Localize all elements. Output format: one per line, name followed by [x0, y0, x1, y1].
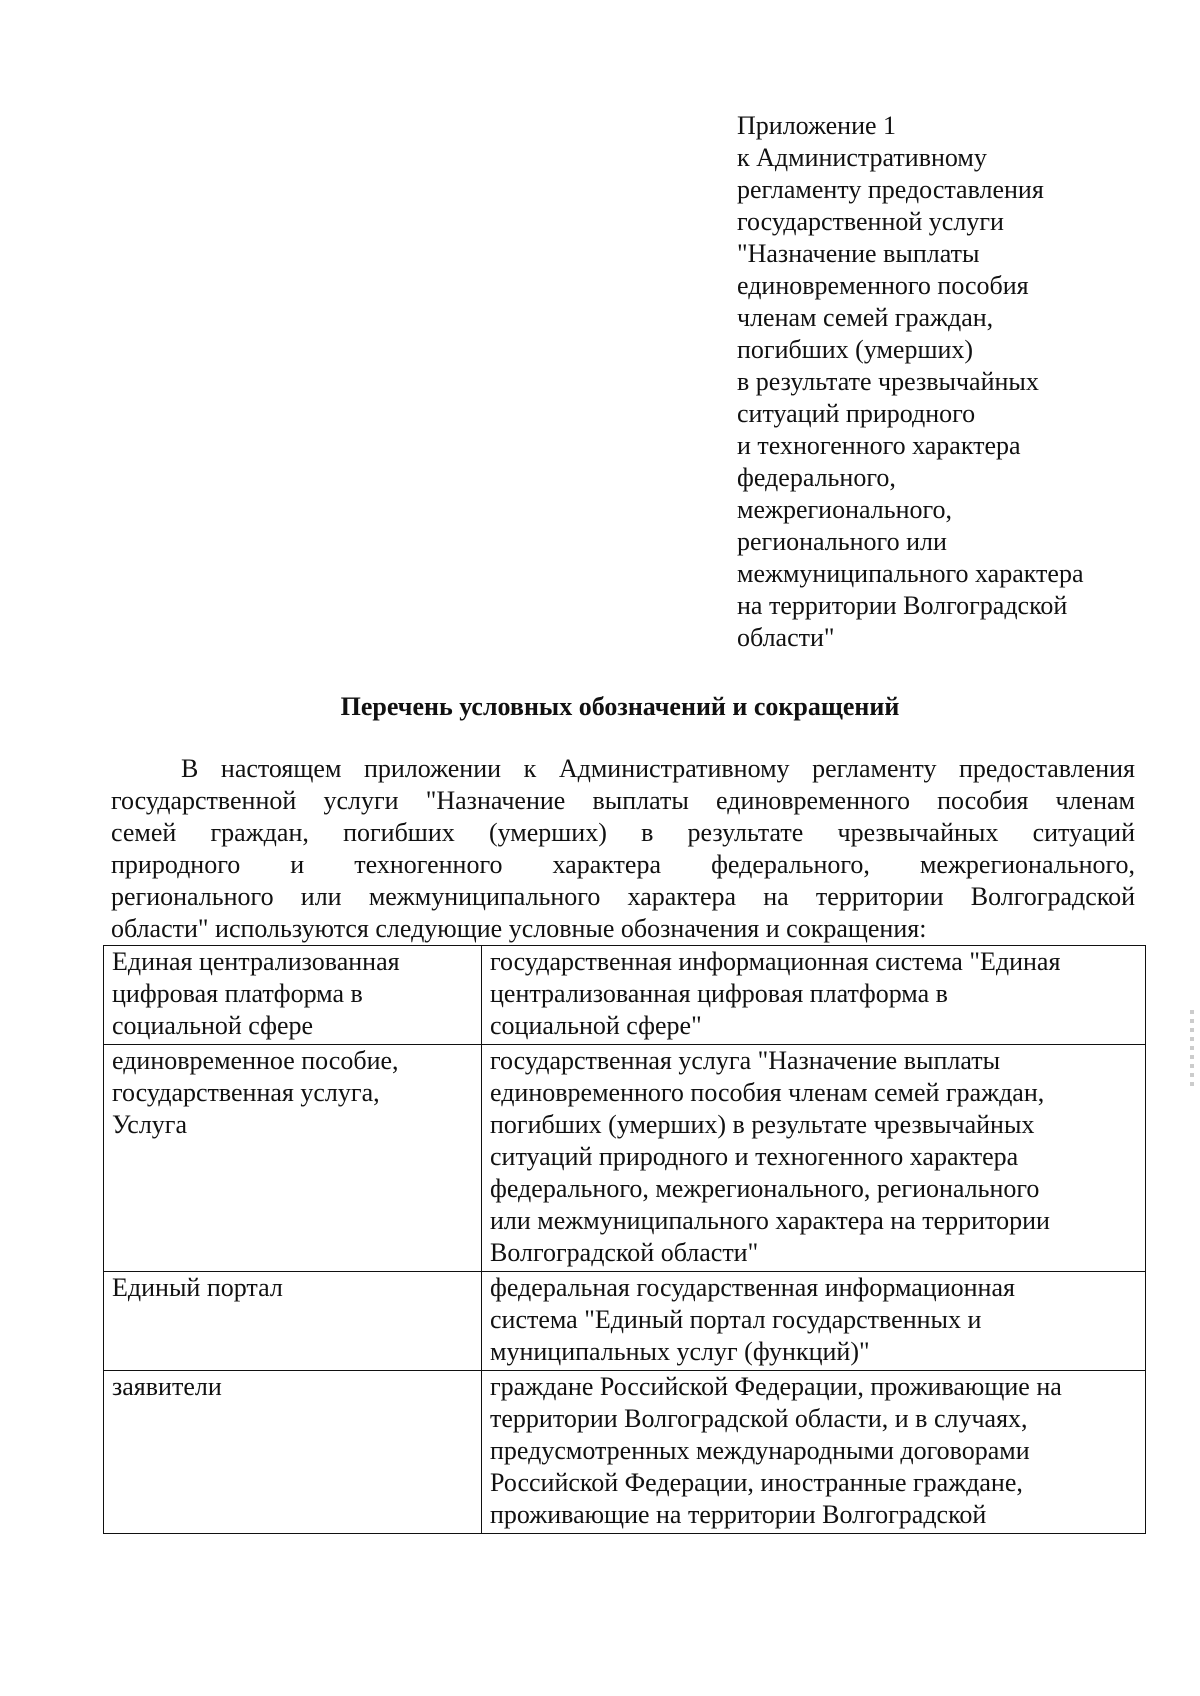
appendix-line: государственной услуги	[737, 207, 1004, 236]
appendix-line: членам семей граждан,	[737, 303, 994, 332]
term-line: заявители	[112, 1372, 222, 1401]
definition-line: система "Единый портал государственных и	[490, 1305, 982, 1334]
definition-line: муниципальных услуг (функций)"	[490, 1337, 870, 1366]
term-line: Услуга	[112, 1110, 188, 1139]
intro-line: регионального или межмуниципального характера на территории Волгоградской	[111, 882, 1135, 911]
appendix-line: межрегионального,	[737, 495, 953, 524]
intro-line: природного и техногенного характера федерального, межрегионального,	[111, 850, 1135, 879]
appendix-line: на территории Волгоградской	[737, 591, 1068, 620]
term-line: единовременное пособие,	[112, 1046, 399, 1075]
table-row	[104, 946, 1146, 1045]
appendix-line: ситуаций природного	[737, 399, 976, 428]
definition-cell	[482, 1272, 1146, 1371]
definition-line: государственная услуга "Назначение выплаты	[490, 1046, 1001, 1075]
appendix-line: федерального,	[737, 463, 896, 492]
definition-line: или межмуниципального характера на территории	[490, 1206, 1050, 1235]
table-row	[104, 1272, 1146, 1371]
definition-line: ситуаций природного и техногенного характера	[490, 1142, 1019, 1171]
definition-line: погибших (умерших) в результате чрезвычайных	[490, 1110, 1035, 1139]
intro-line: В настоящем приложении к Административному регламенту предоставления	[181, 754, 1135, 783]
term-cell	[104, 1272, 482, 1371]
definition-line: государственная информационная система "Единая	[490, 947, 1061, 976]
table-row	[104, 1371, 1146, 1534]
definition-line: федеральная государственная информационная	[490, 1273, 1015, 1302]
appendix-line: Приложение 1	[737, 111, 897, 140]
table-row	[104, 1045, 1146, 1272]
appendix-line: погибших (умерших)	[737, 335, 974, 364]
term-line: государственная услуга,	[112, 1078, 380, 1107]
definition-line: предусмотренных международными договорами	[490, 1436, 1030, 1465]
appendix-line: в результате чрезвычайных	[737, 367, 1039, 396]
definition-cell	[482, 1045, 1146, 1272]
definition-cell	[482, 1371, 1146, 1534]
intro-line: государственной услуги "Назначение выплаты единовременного пособия членам	[111, 786, 1135, 815]
appendix-line: межмуниципального характера	[737, 559, 1084, 588]
definition-line: Волгоградской области"	[490, 1238, 759, 1267]
appendix-line: "Назначение выплаты	[737, 239, 980, 268]
appendix-line: единовременного пособия	[737, 271, 1029, 300]
definition-line: Российской Федерации, иностранные граждане,	[490, 1468, 1023, 1497]
definition-line: проживающие на территории Волгоградской	[490, 1500, 987, 1529]
definition-line: единовременного пособия членам семей граждан,	[490, 1078, 1045, 1107]
term-line: Единый портал	[112, 1273, 283, 1302]
appendix-line: и техногенного характера	[737, 431, 1021, 460]
term-cell	[104, 1045, 482, 1272]
term-line: цифровая платформа в	[112, 979, 363, 1008]
document-title: Перечень условных обозначений и сокращений	[340, 692, 900, 721]
abbreviations-table	[103, 945, 1146, 1534]
term-cell	[104, 946, 482, 1045]
appendix-header	[737, 110, 1177, 654]
definition-cell	[482, 946, 1146, 1045]
definition-line: централизованная цифровая платформа в	[490, 979, 948, 1008]
intro-line: семей граждан, погибших (умерших) в результате чрезвычайных ситуаций	[111, 818, 1135, 847]
term-cell	[104, 1371, 482, 1534]
definition-line: граждане Российской Федерации, проживающие на	[490, 1372, 1062, 1401]
scan-edge-mark	[1190, 1010, 1194, 1090]
intro-line: области" используются следующие условные обозначения и сокращения:	[111, 914, 927, 943]
definition-line: социальной сфере"	[490, 1011, 702, 1040]
term-line: Единая централизованная	[112, 947, 400, 976]
appendix-line: области"	[737, 623, 835, 652]
definition-line: федерального, межрегионального, регионального	[490, 1174, 1040, 1203]
term-line: социальной сфере	[112, 1011, 314, 1040]
definition-line: территории Волгоградской области, и в случаях,	[490, 1404, 1028, 1433]
appendix-line: регламенту предоставления	[737, 175, 1044, 204]
intro-paragraph	[111, 753, 1135, 945]
appendix-line: регионального или	[737, 527, 947, 556]
appendix-line: к Административному	[737, 143, 987, 172]
